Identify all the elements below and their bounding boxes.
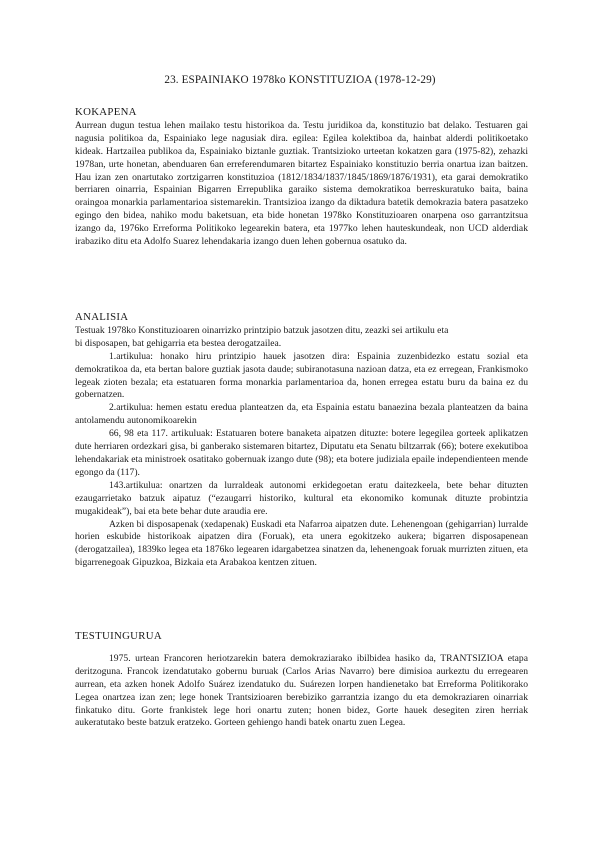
section-testuingurua — [75, 630, 528, 730]
heading-testuingurua: TESTUINGURUA — [75, 630, 162, 642]
paragraph-artikulua-2: 2.artikulua: hemen estatu eredua planteatzen da, eta Espainia estatu banaezina bezala planteatzen da baina antolamendu autonomikoarekin — [75, 402, 528, 427]
paragraph-disposapenak: Azken bi disposapenak (xedapenak) Euskadi eta Nafarroa aipatzen dute. Lehenengoan (gehigarrian) lurralde horien eskubide historikoak aipatzen dira (Foruak), eta unera egokitzeko aukera; bigarren disposapenean (derogatzailea), 1839ko legea eta 1876ko legearen idargabetzea sinatzen da, lehenengoak foruak murrizten zituen, eta bigarrenegoak Gipuzkoa, Bizkaia eta Arabakoa kentzen zituen. — [75, 518, 528, 569]
paragraph-artikulua-143: 143.artikulua: onartzen da lurraldeak autonomi erkidegoetan eratu daitezkeela, bete behar dituzten ezaugarrietako batzuk aipatuz (“ezaugarri historiko, kultural eta ekonomiko komunak dituzte probintzia mugakideak”), bai eta bete behar dute araudia ere. — [75, 479, 528, 517]
analisia-intro-line-1: Testuak 1978ko Konstituzioaren oinarrizko printzipio batzuk jasotzen ditu, zeazki sei artikulu eta — [75, 324, 449, 336]
paragraph-testuingurua: 1975. urtean Francoren heriotzarekin batera demokraziarako ibilbidea hasiko da, TRANTSIZIOA etapa deritzoguna. Francok izendatutako gobernu buruak (Carlos Arias Navarro) bere dimisioa aurkeztu du erregearen aurrean, eta azken honek Adolfo Suárez izendatuko du. Suárezen lorpen handienetako bat Erreforma Politikorako Legea onartzea izan zen; lege honek Trantsizioaren berebiziko garrantzia izango du eta demokraziaren oinarriak finkatuko ditu. Gorte frankistek lege hori onartu zuten; honen bidez, Gorte hauek desegiten ziren herriak aukeratutako beste batzuk eratzeko. Gorteen gehiengo handi batek onartu zuen Legea. — [75, 652, 528, 729]
paragraph-artikuluak-66-98-117: 66, 98 eta 117. artikuluak: Estatuaren botere banaketa aipatzen dituzte: botere legegilea gorteek aplikatzen dute herriaren ordezkari gisa, bi ganberako sistemaren bitartez, Diputatu eta Senatu biltzarrak (66); botere exekutiboa lehendakariak eta ministroek osatitako gobernuak izango dute (98); eta botere judiziala epaile independienteen mende egongo da (117). — [75, 428, 528, 478]
section-kokapena — [75, 106, 528, 249]
heading-kokapena: KOKAPENA — [75, 106, 137, 118]
analisia-intro-line-2: bi disposapen, bat gehigarria eta bestea derogatzailea. — [75, 337, 282, 349]
document-title: 23. ESPAINIAKO 1978ko KONSTITUZIOA (1978-12-29) — [164, 74, 436, 86]
section-analisia — [75, 311, 528, 570]
heading-analisia: ANALISIA — [75, 311, 129, 323]
paragraph-kokapena: Aurrean dugun testua lehen mailako testu historikoa da. Testu juridikoa da, konstituzio bat delako. Testuaren gai nagusia politikoa da, Espainiako lege nagusiak dira. egilea: Egilea kolektiboa da, hainbat alderdi politikoetako kideak. Hartzailea publikoa da, Espainiako biztanle guztiak. Trantsizioko urteetan kokatzen gara (1975-82), zehazki 1978an, urte honetan, abenduaren 6an erreferendumaren bitartez Espainiako konstituzio berria onartua izan baitzen. Hau izan zen onartutako zortzigarren konstituzioa (1812/1834/1837/1845/1869/1876/1931), eta garai demokratiko berriaren oinarria, Espainian Bigarren Errepublika garaiko sistema demokratikoa berreskuratuko baita, baina oraingoa monarkia parlamentarioa sistemarekin. Trantsizioa izango da diktadura batetik demokrazia batera pasatzeko egingo den bidea, nahiko modu baketsuan, eta bide honetan 1978ko Konstituzioaren onarpena oso garrantzitsua izango da, 1976ko Erreforma Politikoko legearekin batera, eta 1977ko lehen hauteskundeak, non UCD alderdiak irabaziko ditu eta Adolfo Suarez lehendakaria izango duen lehen gobernua osatuko da. — [75, 119, 528, 248]
paragraph-artikulua-1: 1.artikulua: honako hiru printzipio hauek jasotzen dira: Espainia zuzenbidezko estatu sozial eta demokratikoa da, eta bertan balore guztiak jasota daude; subiranotasuna nazioan datza, eta ez erregean, Frankismoko legeak zioten bezala; eta estatuaren forma monarkia parlamentarioa da, honen erregea estatu buru da baina ez du gobernatzen. — [75, 350, 528, 401]
